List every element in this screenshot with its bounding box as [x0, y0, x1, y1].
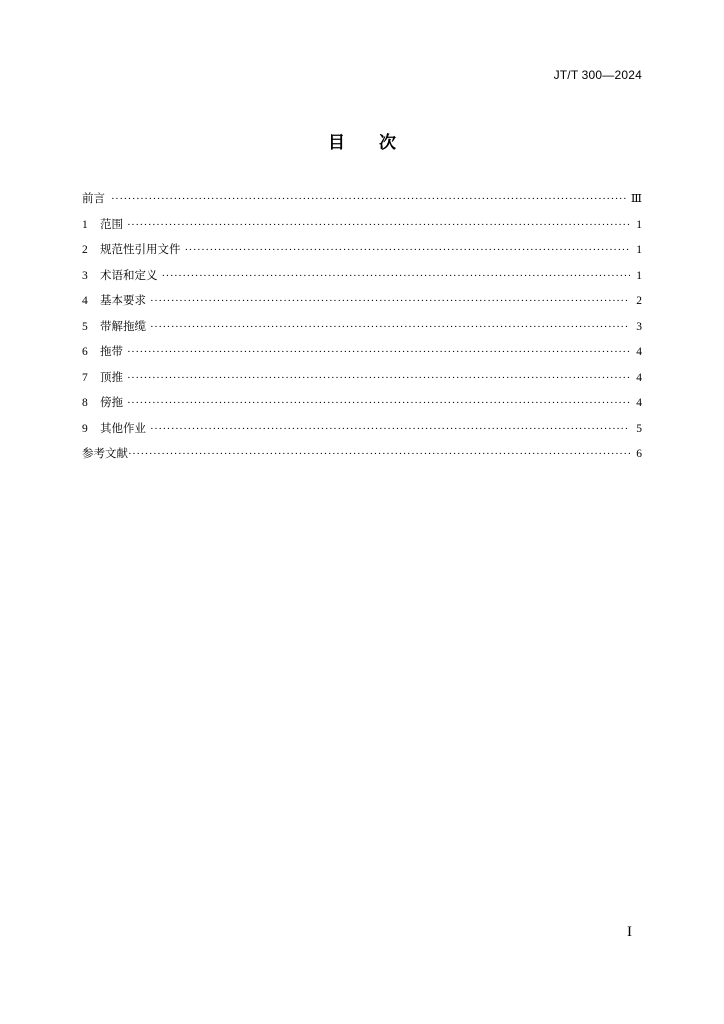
toc-entry-label: 拖带 [100, 344, 123, 358]
toc-entry-foreword[interactable] [82, 186, 642, 212]
toc-entry-page: 2 [636, 295, 642, 307]
toc-dot-leader [127, 366, 630, 392]
page-title [0, 128, 724, 153]
toc-entry-label: 规范性引用文件 [100, 242, 181, 256]
toc-entry-label: 范围 [100, 216, 123, 231]
toc-entry-page: 5 [636, 422, 642, 435]
toc-dot-leader [127, 391, 630, 417]
toc-entry-towing[interactable] [82, 339, 642, 365]
toc-entry-alongside-towing[interactable] [82, 390, 642, 416]
toc-entry-number: 5 [82, 320, 88, 333]
toc-entry-label: 术语和定义 [100, 267, 158, 282]
toc-entry-label: 参考文献 [82, 446, 128, 460]
toc-entry-number: 6 [82, 346, 88, 358]
document-code: JT/T 300—2024 [553, 68, 642, 82]
toc-entry-number: 2 [82, 244, 88, 256]
toc-entry-normative-references[interactable] [82, 237, 642, 263]
toc-entry-other-operations[interactable] [82, 416, 642, 442]
toc-entry-label: 其他作业 [100, 420, 146, 435]
toc-dot-leader [185, 238, 631, 264]
toc-entry-basic-requirements[interactable] [82, 288, 642, 314]
toc-entry-label: 带解拖缆 [100, 318, 146, 333]
toc-dot-leader [128, 442, 630, 468]
toc-entry-bibliography[interactable] [82, 441, 642, 467]
toc-entry-page: 1 [636, 218, 642, 231]
toc-dot-leader [150, 315, 630, 341]
page-number: I [627, 924, 632, 940]
toc-dot-leader [127, 213, 630, 239]
title-char-right: 次 [379, 133, 396, 153]
toc-entry-scope[interactable] [82, 212, 642, 238]
toc-entry-page: Ⅲ [630, 193, 642, 205]
toc-entry-page: 1 [636, 269, 642, 282]
toc-dot-leader [150, 417, 630, 443]
toc-entry-label: 傍拖 [100, 395, 123, 409]
toc-entry-page: 4 [636, 346, 642, 358]
toc-entry-number: 3 [82, 269, 88, 282]
toc-entry-page: 6 [636, 448, 642, 460]
title-char-left: 目 [328, 133, 345, 153]
toc-entry-page: 4 [636, 371, 642, 384]
toc-entry-label: 顶推 [100, 369, 123, 384]
toc-entry-number: 1 [82, 218, 88, 231]
toc-entry-number: 9 [82, 422, 88, 435]
toc-entry-page: 1 [636, 244, 642, 256]
toc-entry-number: 4 [82, 295, 88, 307]
toc-dot-leader [150, 289, 630, 315]
toc-entry-label: 基本要求 [100, 293, 146, 307]
toc-list [82, 186, 642, 467]
toc-entry-terms-definitions[interactable] [82, 263, 642, 289]
toc-dot-leader [111, 187, 627, 213]
toc-entry-number: 8 [82, 397, 88, 409]
toc-dot-leader [127, 340, 630, 366]
toc-entry-pushing[interactable] [82, 365, 642, 391]
toc-entry-page: 3 [636, 320, 642, 333]
toc-entry-towline-handling[interactable] [82, 314, 642, 340]
toc-entry-page: 4 [636, 397, 642, 409]
toc-entry-number: 7 [82, 371, 88, 384]
toc-dot-leader [162, 264, 631, 290]
toc-entry-label: 前言 [82, 191, 105, 205]
